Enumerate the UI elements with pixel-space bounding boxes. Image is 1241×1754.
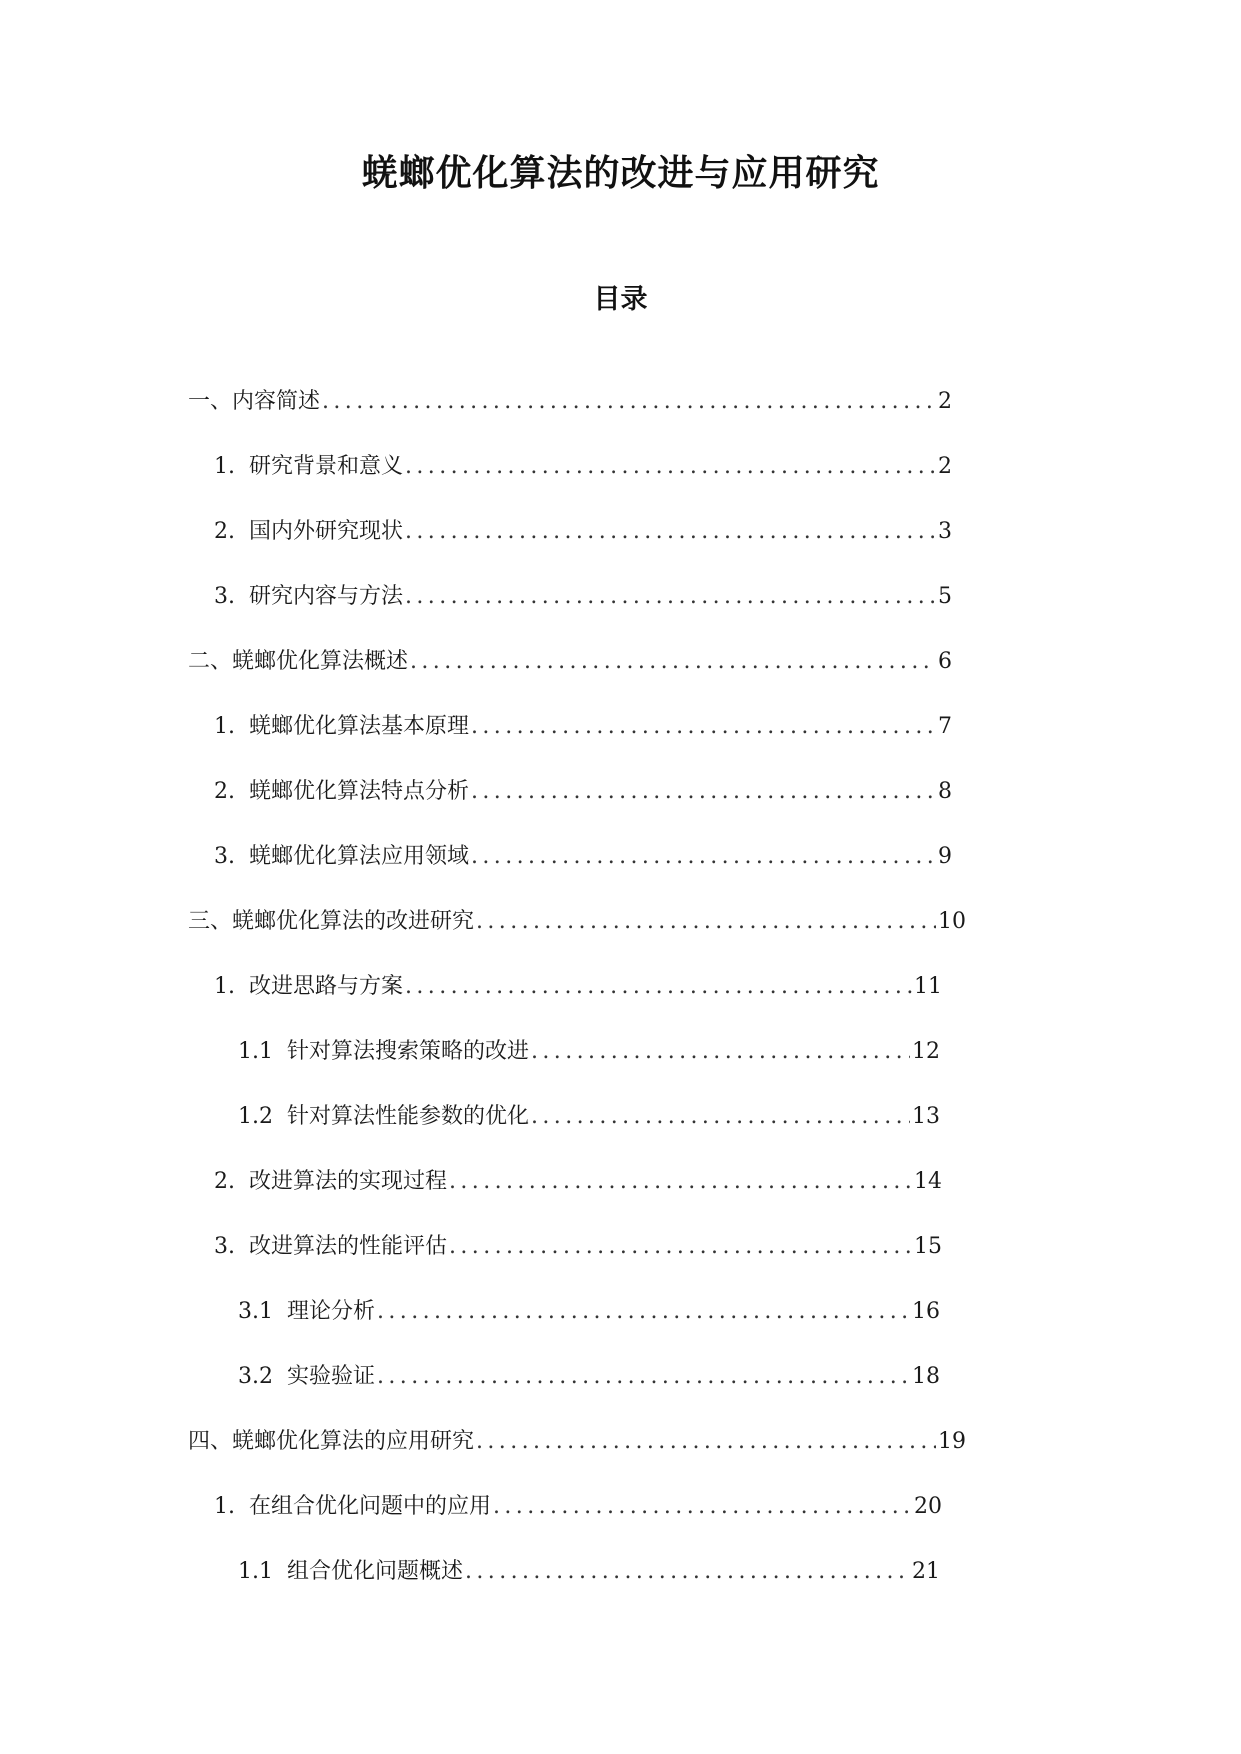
toc-entry-title: 蜣螂优化算法特点分析 — [249, 779, 470, 804]
document-title: 蜣螂优化算法的改进与应用研究 — [361, 152, 880, 194]
toc-page-number: 8 — [938, 779, 952, 804]
toc-entry[interactable] — [238, 1295, 940, 1360]
toc-leader-dots — [476, 905, 936, 939]
toc-entry[interactable] — [214, 840, 952, 905]
toc-entry-number: 2. — [214, 519, 235, 544]
toc-leader-dots — [471, 775, 936, 809]
toc-entry-number: 1.1 — [238, 1039, 273, 1064]
toc-leader-dots — [471, 840, 936, 874]
toc-entry-title: 国内外研究现状 — [249, 519, 404, 544]
toc-entry[interactable] — [238, 1360, 940, 1425]
toc-entry[interactable] — [214, 1490, 942, 1555]
toc-entry-title: 在组合优化问题中的应用 — [249, 1494, 492, 1519]
toc-entry[interactable] — [188, 385, 952, 450]
toc-leader-dots — [531, 1035, 910, 1069]
toc-entry-number: 3.2 — [238, 1364, 273, 1389]
toc-entry-title: 针对算法搜索策略的改进 — [287, 1039, 530, 1064]
toc-entry[interactable] — [238, 1035, 940, 1100]
toc-page-number: 10 — [938, 909, 966, 934]
toc-entry-number: 1. — [214, 974, 235, 999]
toc-heading: 目录 — [593, 284, 648, 315]
toc-leader-dots — [405, 970, 912, 1004]
toc-page-number: 7 — [938, 714, 952, 739]
toc-leader-dots — [405, 450, 936, 484]
toc-page-number: 18 — [912, 1364, 940, 1389]
toc-entry-number: 1. — [214, 454, 235, 479]
toc-entry-title: 研究背景和意义 — [249, 454, 404, 479]
toc-leader-dots — [322, 385, 936, 419]
toc-page-number: 6 — [938, 649, 952, 674]
toc-entry-title: 理论分析 — [287, 1299, 376, 1324]
toc-leader-dots — [377, 1295, 910, 1329]
toc-page-number: 2 — [938, 454, 952, 479]
toc-entry-title: 二、蜣螂优化算法概述 — [188, 649, 409, 674]
toc-entry-number: 3. — [214, 584, 235, 609]
toc-leader-dots — [531, 1100, 910, 1134]
table-of-contents — [0, 385, 1241, 1620]
toc-entry-title: 研究内容与方法 — [249, 584, 404, 609]
toc-entry-title: 改进算法的性能评估 — [249, 1234, 448, 1259]
toc-page-number: 13 — [912, 1104, 940, 1129]
toc-entry-number: 1.2 — [238, 1104, 273, 1129]
toc-entry-number: 3. — [214, 844, 235, 869]
toc-entry-number: 2. — [214, 1169, 235, 1194]
toc-page-number: 15 — [914, 1234, 942, 1259]
toc-leader-dots — [465, 1555, 910, 1589]
toc-page-number: 11 — [914, 974, 942, 999]
toc-entry-title: 组合优化问题概述 — [287, 1559, 464, 1584]
toc-entry-title: 蜣螂优化算法应用领域 — [249, 844, 470, 869]
toc-leader-dots — [471, 710, 936, 744]
toc-page-number: 14 — [914, 1169, 942, 1194]
toc-entry[interactable] — [214, 450, 952, 515]
toc-entry-title: 改进算法的实现过程 — [249, 1169, 448, 1194]
toc-entry[interactable] — [214, 580, 952, 645]
toc-entry[interactable] — [238, 1100, 940, 1165]
toc-entry[interactable] — [214, 515, 952, 580]
toc-page-number: 16 — [912, 1299, 940, 1324]
toc-leader-dots — [476, 1425, 936, 1459]
toc-entry[interactable] — [214, 970, 942, 1035]
toc-entry-title: 针对算法性能参数的优化 — [287, 1104, 530, 1129]
toc-entry[interactable] — [214, 775, 952, 840]
toc-entry-number: 1. — [214, 714, 235, 739]
toc-entry-title: 一、内容简述 — [188, 389, 321, 414]
toc-entry-number: 1.1 — [238, 1559, 273, 1584]
toc-entry-title: 蜣螂优化算法基本原理 — [249, 714, 470, 739]
toc-leader-dots — [449, 1230, 912, 1264]
toc-leader-dots — [493, 1490, 912, 1524]
toc-page-number: 9 — [938, 844, 952, 869]
toc-page-number: 21 — [912, 1559, 940, 1584]
toc-leader-dots — [449, 1165, 912, 1199]
toc-entry-title: 三、蜣螂优化算法的改进研究 — [188, 909, 475, 934]
toc-entry[interactable] — [214, 1230, 942, 1295]
toc-page-number: 19 — [938, 1429, 966, 1454]
toc-entry[interactable] — [238, 1555, 940, 1620]
toc-leader-dots — [410, 645, 936, 679]
toc-page-number: 3 — [938, 519, 952, 544]
toc-entry[interactable] — [188, 645, 952, 710]
toc-entry[interactable] — [214, 710, 952, 775]
toc-entry-number: 3.1 — [238, 1299, 273, 1324]
toc-page-number: 5 — [938, 584, 952, 609]
toc-entry-title: 改进思路与方案 — [249, 974, 404, 999]
toc-entry[interactable] — [188, 905, 966, 970]
toc-entry-number: 2. — [214, 779, 235, 804]
toc-leader-dots — [377, 1360, 910, 1394]
toc-entry[interactable] — [188, 1425, 966, 1490]
toc-page-number: 2 — [938, 389, 952, 414]
toc-entry-number: 3. — [214, 1234, 235, 1259]
toc-page-number: 20 — [914, 1494, 942, 1519]
toc-leader-dots — [405, 515, 936, 549]
toc-leader-dots — [405, 580, 936, 614]
toc-entry-number: 1. — [214, 1494, 235, 1519]
toc-entry-title: 实验验证 — [287, 1364, 376, 1389]
toc-entry[interactable] — [214, 1165, 942, 1230]
toc-page-number: 12 — [912, 1039, 940, 1064]
toc-entry-title: 四、蜣螂优化算法的应用研究 — [188, 1429, 475, 1454]
